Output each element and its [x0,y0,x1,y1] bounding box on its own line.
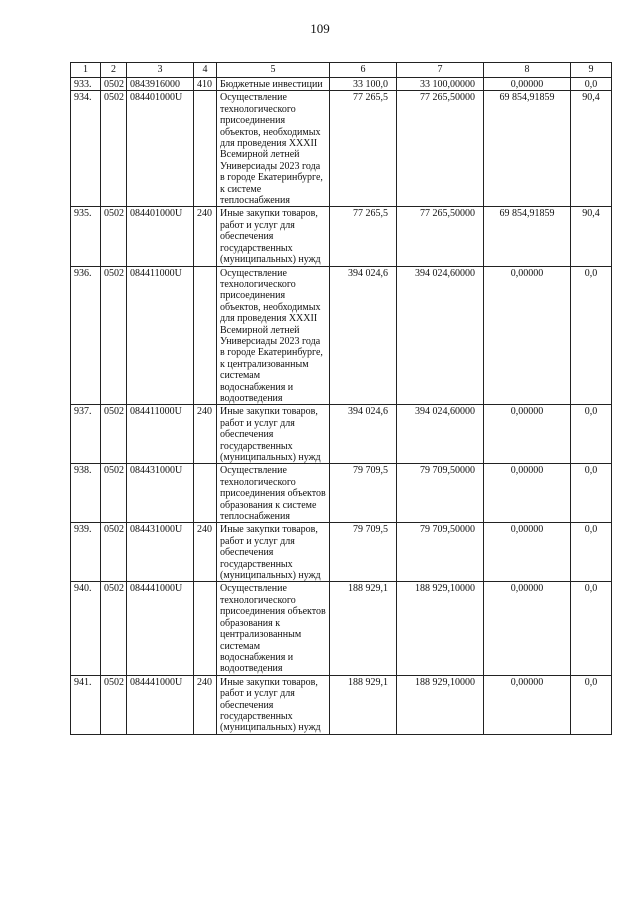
header-row [71,63,612,78]
header-cell: 8 [484,63,571,78]
section-code: 0502 [101,464,127,523]
section-code: 0502 [101,78,127,91]
col6-value: 79 709,5 [330,523,397,582]
expense-type-code [194,464,217,523]
col9-value: 0,0 [571,78,612,91]
header-cell: 2 [101,63,127,78]
table-row [71,91,612,207]
table-row [71,207,612,266]
col6-value: 79 709,5 [330,464,397,523]
header-cell: 1 [71,63,101,78]
expense-type-code: 240 [194,675,217,734]
col6-value: 394 024,6 [330,405,397,464]
expense-type-code [194,582,217,675]
item-name: Осуществление технологического присоединения объектов, необходимых для проведения XXXII Всемирной летней Универсиады 2023 года в городе Екатеринбурге, к системе теплоснабжения [217,91,330,207]
expense-type-code: 410 [194,78,217,91]
header-cell: 3 [127,63,194,78]
col7-value: 77 265,50000 [397,207,484,266]
expense-type-code: 240 [194,207,217,266]
item-name: Осуществление технологического присоединения объектов образования к системе теплоснабжения [217,464,330,523]
col9-value: 0,0 [571,675,612,734]
page-number: 109 [310,21,330,36]
col8-value: 0,00000 [484,675,571,734]
header-cell: 4 [194,63,217,78]
row-number: 941. [71,675,101,734]
table-row [71,405,612,464]
target-code: 084441000U [127,675,194,734]
header-cell: 7 [397,63,484,78]
expense-type-code: 240 [194,405,217,464]
col8-value: 0,00000 [484,464,571,523]
table-row [71,266,612,405]
item-name: Бюджетные инвестиции [217,78,330,91]
col8-value: 69 854,91859 [484,91,571,207]
table-row [71,582,612,675]
target-code: 0843916000 [127,78,194,91]
row-number: 933. [71,78,101,91]
row-number: 940. [71,582,101,675]
item-name: Иные закупки товаров, работ и услуг для обеспечения государственных (муниципальных) нужд [217,523,330,582]
section-code: 0502 [101,266,127,405]
col6-value: 188 929,1 [330,582,397,675]
col6-value: 77 265,5 [330,207,397,266]
col8-value: 69 854,91859 [484,207,571,266]
col7-value: 79 709,50000 [397,464,484,523]
target-code: 084411000U [127,405,194,464]
col7-value: 188 929,10000 [397,582,484,675]
target-code: 084431000U [127,464,194,523]
col6-value: 188 929,1 [330,675,397,734]
row-number: 939. [71,523,101,582]
budget-table [70,62,612,735]
col8-value: 0,00000 [484,582,571,675]
col6-value: 77 265,5 [330,91,397,207]
col7-value: 394 024,60000 [397,405,484,464]
section-code: 0502 [101,582,127,675]
row-number: 937. [71,405,101,464]
col9-value: 0,0 [571,405,612,464]
expense-type-code [194,266,217,405]
table-row [71,675,612,734]
target-code: 084401000U [127,91,194,207]
table-row [71,523,612,582]
header-cell: 6 [330,63,397,78]
target-code: 084411000U [127,266,194,405]
item-name: Осуществление технологического присоединения объектов образования к централизованным системам водоснабжения и водоотведения [217,582,330,675]
section-code: 0502 [101,91,127,207]
col9-value: 0,0 [571,464,612,523]
col9-value: 0,0 [571,266,612,405]
col9-value: 0,0 [571,582,612,675]
section-code: 0502 [101,675,127,734]
section-code: 0502 [101,207,127,266]
col7-value: 188 929,10000 [397,675,484,734]
table-row [71,78,612,91]
item-name: Иные закупки товаров, работ и услуг для обеспечения государственных (муниципальных) нужд [217,207,330,266]
table-row [71,464,612,523]
section-code: 0502 [101,405,127,464]
col8-value: 0,00000 [484,523,571,582]
col7-value: 33 100,00000 [397,78,484,91]
col8-value: 0,00000 [484,405,571,464]
target-code: 084441000U [127,582,194,675]
row-number: 934. [71,91,101,207]
col9-value: 90,4 [571,207,612,266]
row-number: 938. [71,464,101,523]
col9-value: 0,0 [571,523,612,582]
col7-value: 394 024,60000 [397,266,484,405]
item-name: Осуществление технологического присоединения объектов, необходимых для проведения XXXII Всемирной летней Универсиады 2023 года в городе Екатеринбурге, к централизованным системам водоснабжения и водоотведения [217,266,330,405]
col8-value: 0,00000 [484,78,571,91]
col6-value: 394 024,6 [330,266,397,405]
row-number: 936. [71,266,101,405]
col9-value: 90,4 [571,91,612,207]
target-code: 084401000U [127,207,194,266]
col6-value: 33 100,0 [330,78,397,91]
header-cell: 9 [571,63,612,78]
target-code: 084431000U [127,523,194,582]
item-name: Иные закупки товаров, работ и услуг для обеспечения государственных (муниципальных) нужд [217,675,330,734]
section-code: 0502 [101,523,127,582]
header-cell: 5 [217,63,330,78]
expense-type-code [194,91,217,207]
col7-value: 79 709,50000 [397,523,484,582]
row-number: 935. [71,207,101,266]
item-name: Иные закупки товаров, работ и услуг для обеспечения государственных (муниципальных) нужд [217,405,330,464]
col7-value: 77 265,50000 [397,91,484,207]
col8-value: 0,00000 [484,266,571,405]
expense-type-code: 240 [194,523,217,582]
